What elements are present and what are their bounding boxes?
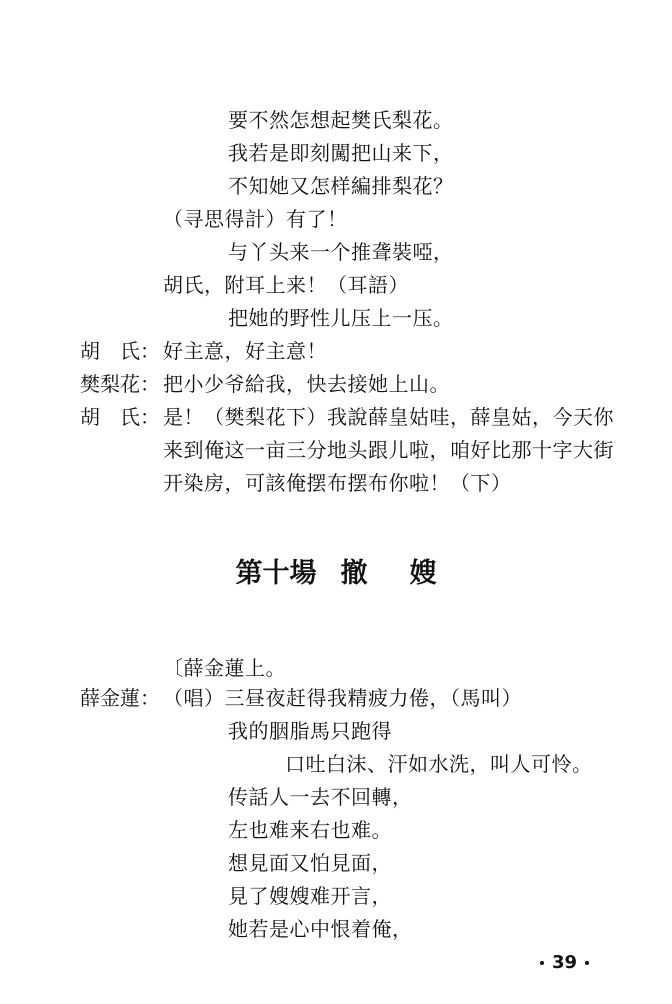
song-line: 口吐白沫、汗如水洗，叫人可怜。 [285, 752, 593, 776]
scene-name-char: 撤 [340, 558, 368, 589]
dialogue-continuation-line: 开染房，可該俺摆布摆布你啦！（下） [163, 471, 512, 495]
song-line: 我的胭脂馬只跑得 [228, 719, 392, 743]
stage-direction: 〔薛金蓮上。 [163, 656, 286, 680]
verse-line: 不知她又怎样編排梨花？ [228, 174, 454, 198]
dialogue-line: 把小少爷給我，快去接她上山。 [163, 372, 450, 396]
dialogue-continuation-line: 来到俺这一亩三分地头跟儿啦，咱好比那十字大街 [163, 438, 614, 462]
speaker-label: 薛金蓮： [80, 686, 160, 710]
song-line: 传話人一去不回轉， [228, 785, 413, 809]
verse-line: 我若是即刻闖把山来下， [228, 141, 454, 165]
verse-line: 要不然怎想起樊氏梨花。 [228, 108, 454, 132]
song-line: 左也难来右也难。 [228, 818, 392, 842]
bullet-dot-icon [585, 961, 589, 965]
speaker-label: 胡 氏： [80, 339, 160, 363]
verse-line: 胡氏，附耳上来！（耳語） [163, 273, 409, 297]
scene-number: 第十場 [235, 558, 317, 589]
song-line: 她若是心中恨着俺， [228, 917, 413, 941]
speaker-label: 樊梨花： [80, 372, 160, 396]
verse-line: 把她的野性儿压上一压。 [228, 306, 454, 330]
song-line: （唱）三昼夜赶得我精疲力倦，（馬叫） [163, 686, 522, 710]
scene-title [0, 556, 672, 592]
page-number-value: 39 [552, 952, 578, 973]
song-line: 見了嫂嫂难开言， [228, 884, 392, 908]
dialogue-line: 好主意，好主意！ [163, 339, 327, 363]
page-number [532, 950, 597, 976]
verse-line: 与丫头来一个推聋裝啞， [228, 240, 454, 264]
scene-name-char: 嫂 [409, 558, 437, 589]
dialogue-line: 是！（樊梨花下）我說薛皇姑哇，薛皇姑，今天你 [163, 405, 614, 429]
bullet-dot-icon [540, 961, 544, 965]
song-line: 想見面又怕見面， [228, 851, 392, 875]
stage-direction-line: （寻思得計）有了！ [163, 207, 348, 231]
speaker-label: 胡 氏： [80, 405, 160, 429]
